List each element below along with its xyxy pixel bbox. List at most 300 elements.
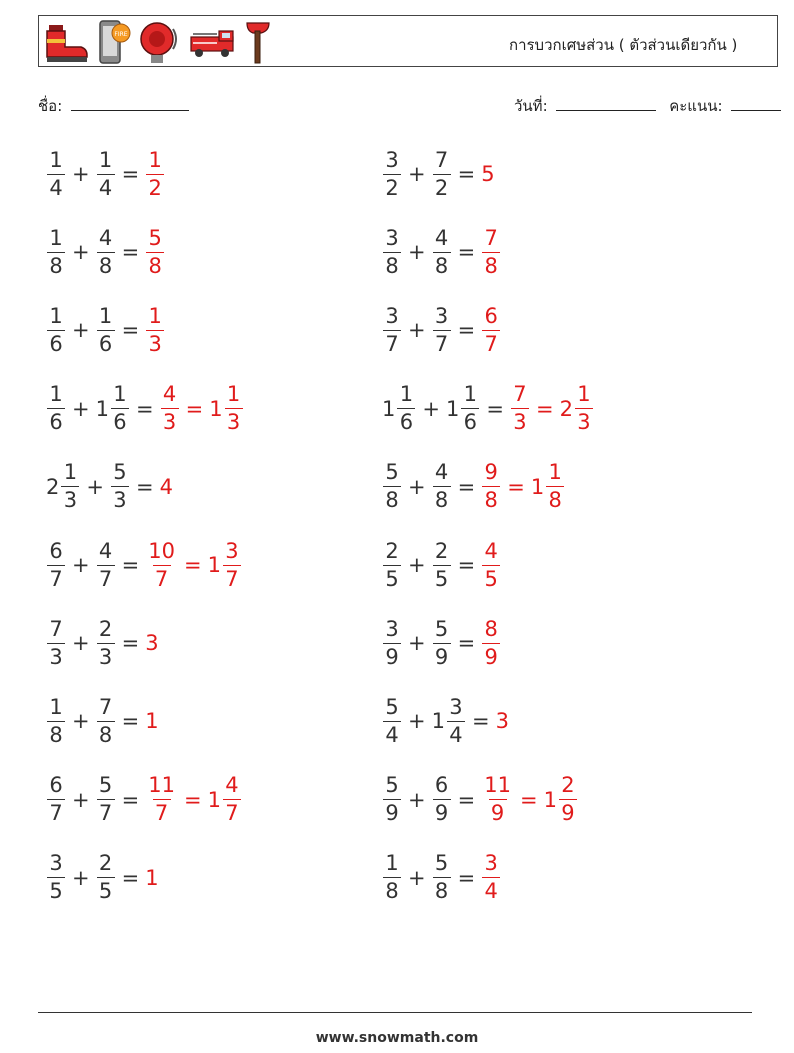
addend-1-denominator: 3 bbox=[61, 486, 79, 511]
score-label: คะแนน: bbox=[669, 97, 723, 115]
answer-term-numerator: 4 bbox=[162, 382, 177, 407]
answer-term-numerator: 7 bbox=[484, 225, 498, 250]
answer-term-numerator: 1 bbox=[226, 382, 241, 407]
answer-term-denominator: 3 bbox=[511, 408, 529, 433]
addend-1-numerator: 2 bbox=[385, 538, 399, 563]
addend-2-numerator: 7 bbox=[98, 694, 113, 719]
equals-sign: = bbox=[121, 709, 140, 734]
addend-2-denominator: 7 bbox=[97, 799, 115, 824]
answer-term-denominator: 7 bbox=[153, 799, 171, 824]
addend-1-numerator: 1 bbox=[49, 303, 63, 328]
answer bbox=[160, 384, 244, 433]
addend-2-denominator: 6 bbox=[461, 408, 479, 433]
addend-1-fraction bbox=[47, 694, 65, 747]
fraction-problem bbox=[46, 374, 244, 444]
equals-sign: = bbox=[121, 553, 140, 577]
addend-1-fraction bbox=[47, 225, 65, 278]
answer-term-fraction bbox=[511, 384, 529, 433]
addend-1-denominator: 7 bbox=[47, 799, 65, 824]
addend-2-denominator: 2 bbox=[433, 174, 451, 199]
fraction-problem bbox=[46, 217, 165, 287]
addend-2-fraction bbox=[97, 225, 115, 278]
addend-1-denominator: 8 bbox=[383, 486, 401, 511]
answer-term-denominator: 9 bbox=[489, 799, 507, 824]
answer-term-fraction bbox=[146, 775, 177, 824]
equals-sign: = bbox=[135, 474, 154, 499]
fire-phone-icon bbox=[97, 19, 131, 65]
answer bbox=[481, 162, 495, 186]
addend-2-denominator: 8 bbox=[97, 721, 115, 746]
answer bbox=[145, 775, 242, 824]
addend-2-fraction bbox=[97, 538, 115, 591]
addend-1-numerator: 7 bbox=[49, 616, 63, 641]
plus-sign: + bbox=[72, 709, 90, 734]
answer-term-whole: 4 bbox=[159, 474, 173, 499]
fraction-problem bbox=[382, 139, 496, 209]
answer bbox=[145, 147, 165, 200]
answer bbox=[145, 631, 159, 655]
addend-2-fraction bbox=[447, 694, 465, 747]
addend-2-denominator: 8 bbox=[433, 486, 451, 511]
addend-1-fraction bbox=[383, 147, 401, 200]
answer-term-denominator: 3 bbox=[575, 408, 593, 433]
equals-sign: = bbox=[121, 240, 140, 265]
addend-1-fraction bbox=[383, 303, 401, 356]
answer-term-numerator: 4 bbox=[225, 773, 239, 798]
addend-2-fraction bbox=[97, 616, 115, 669]
equals-sign: = bbox=[486, 396, 504, 421]
plus-sign: + bbox=[72, 631, 90, 656]
addend-2-fraction bbox=[433, 303, 451, 356]
footer-url: www.snowmath.com bbox=[315, 1030, 479, 1046]
addend-2-numerator: 1 bbox=[98, 303, 113, 328]
addend-2-denominator: 4 bbox=[97, 174, 115, 199]
answer-term-whole: 1 bbox=[209, 396, 223, 421]
addend-2-fraction bbox=[433, 616, 451, 669]
equals-sign: = bbox=[121, 162, 140, 186]
addend-1-numerator: 5 bbox=[385, 773, 399, 798]
addend-2-denominator: 7 bbox=[97, 565, 115, 590]
answer-term-fraction bbox=[223, 775, 241, 824]
answer bbox=[481, 225, 501, 278]
addend-2-numerator: 4 bbox=[434, 225, 449, 250]
answer-term-fraction bbox=[482, 303, 500, 356]
answer-term-numerator: 1 bbox=[148, 147, 162, 172]
answer-term-whole: 3 bbox=[495, 709, 509, 734]
name-blank[interactable] bbox=[71, 96, 189, 111]
plus-sign: + bbox=[72, 318, 90, 343]
answer bbox=[160, 475, 174, 499]
addend-2-fraction bbox=[461, 384, 479, 433]
plus-sign: + bbox=[72, 787, 90, 812]
plus-sign: + bbox=[72, 865, 90, 890]
addend-2-denominator: 9 bbox=[433, 643, 451, 668]
answer-equals-sign: = bbox=[519, 787, 538, 812]
fraction-problem bbox=[382, 765, 578, 835]
fraction-problem bbox=[46, 686, 160, 756]
answer-term-denominator: 7 bbox=[153, 565, 171, 590]
addend-1-denominator: 7 bbox=[47, 565, 65, 590]
addend-1-denominator: 8 bbox=[383, 252, 401, 277]
addend-1-fraction bbox=[383, 853, 401, 902]
addend-1-numerator: 6 bbox=[49, 773, 63, 798]
addend-2-fraction bbox=[433, 853, 451, 902]
addend-2-denominator: 5 bbox=[433, 565, 451, 590]
plus-sign: + bbox=[408, 787, 426, 812]
addend-2-denominator: 8 bbox=[433, 252, 451, 277]
addend-1-fraction bbox=[47, 538, 65, 591]
addend-2-numerator: 5 bbox=[113, 460, 127, 485]
equals-sign: = bbox=[121, 631, 140, 656]
addend-1-numerator: 3 bbox=[385, 303, 399, 328]
addend-1-fraction bbox=[383, 538, 401, 591]
answer-term-numerator: 1 bbox=[148, 303, 162, 328]
addend-1-whole: 1 bbox=[382, 396, 396, 421]
answer-term-fraction bbox=[482, 538, 500, 591]
addend-1-fraction bbox=[397, 384, 415, 433]
addend-1-fraction bbox=[47, 775, 65, 824]
answer-term-numerator: 3 bbox=[225, 538, 239, 563]
answer-term-whole: 2 bbox=[559, 396, 573, 421]
addend-1-numerator: 5 bbox=[385, 460, 399, 485]
addend-2-numerator: 5 bbox=[434, 616, 449, 641]
answer-term-denominator: 2 bbox=[146, 174, 164, 199]
answer bbox=[145, 538, 242, 591]
addend-2-fraction bbox=[433, 538, 451, 591]
equals-sign: = bbox=[457, 553, 476, 577]
addend-2-numerator: 5 bbox=[98, 773, 113, 798]
answer-term-whole: 1 bbox=[207, 553, 221, 577]
addend-2-numerator: 5 bbox=[434, 851, 449, 876]
answer-term-numerator: 11 bbox=[484, 773, 511, 798]
addend-1-whole: 2 bbox=[46, 474, 60, 499]
answer-term-numerator: 5 bbox=[148, 225, 162, 250]
answer-term-denominator: 3 bbox=[161, 408, 179, 433]
answer-term-denominator: 3 bbox=[225, 408, 243, 433]
answer-term-fraction bbox=[482, 775, 513, 824]
addend-1-denominator: 5 bbox=[383, 565, 401, 590]
plus-sign: + bbox=[408, 865, 426, 890]
answer bbox=[481, 616, 501, 669]
plus-sign: + bbox=[408, 474, 426, 499]
addend-2-denominator: 3 bbox=[97, 643, 115, 668]
fraction-problem bbox=[46, 530, 242, 600]
answer-term-whole: 1 bbox=[543, 787, 557, 812]
date-score-fields bbox=[514, 94, 781, 118]
addend-1-denominator: 9 bbox=[383, 799, 401, 824]
plus-sign: + bbox=[72, 396, 90, 421]
answer-term-fraction bbox=[146, 147, 164, 200]
addend-2-fraction bbox=[111, 384, 129, 433]
addend-1-numerator: 3 bbox=[385, 147, 399, 172]
fire-boot-icon bbox=[43, 21, 89, 63]
answer-term-whole: 3 bbox=[145, 631, 159, 656]
addend-2-fraction bbox=[433, 147, 451, 200]
plus-sign: + bbox=[408, 162, 426, 186]
worksheet-header bbox=[38, 15, 778, 67]
equals-sign: = bbox=[457, 240, 476, 265]
addend-1-numerator: 1 bbox=[63, 460, 78, 485]
answer-term-fraction bbox=[223, 538, 241, 591]
answer-term-numerator: 8 bbox=[484, 616, 498, 641]
answer-term-fraction bbox=[225, 384, 243, 433]
addend-2-whole: 1 bbox=[431, 709, 445, 734]
svg-text:FIRE: FIRE bbox=[114, 31, 128, 38]
answer bbox=[481, 853, 501, 902]
plus-sign: + bbox=[408, 553, 426, 577]
fraction-problem bbox=[382, 374, 594, 444]
answer-term-fraction bbox=[575, 384, 593, 433]
answer-term-denominator: 9 bbox=[559, 799, 577, 824]
equals-sign: = bbox=[121, 865, 140, 890]
addend-1-denominator: 4 bbox=[47, 174, 65, 199]
answer-equals-sign: = bbox=[185, 396, 204, 421]
addend-1-denominator: 8 bbox=[47, 252, 65, 277]
plus-sign: + bbox=[72, 240, 90, 265]
addend-2-denominator: 3 bbox=[111, 486, 129, 511]
addend-1-denominator: 9 bbox=[383, 643, 401, 668]
addend-1-numerator: 5 bbox=[385, 694, 399, 719]
fraction-problem bbox=[46, 765, 242, 835]
date-blank[interactable] bbox=[556, 96, 656, 111]
addend-1-denominator: 5 bbox=[47, 877, 65, 902]
answer-term-numerator: 1 bbox=[548, 460, 562, 485]
plus-sign: + bbox=[408, 631, 426, 656]
addend-2-fraction bbox=[433, 462, 451, 511]
addend-2-fraction bbox=[97, 853, 115, 902]
addend-2-numerator: 4 bbox=[98, 538, 113, 563]
header-icons bbox=[43, 19, 273, 65]
score-blank[interactable] bbox=[731, 96, 781, 111]
answer-term-numerator: 2 bbox=[561, 773, 575, 798]
answer-term-fraction bbox=[482, 616, 500, 669]
fraction-problem bbox=[382, 843, 501, 913]
answer-term-denominator: 7 bbox=[223, 799, 241, 824]
answer-term-denominator: 7 bbox=[482, 330, 500, 355]
fraction-problem bbox=[46, 608, 160, 678]
addend-2-numerator: 6 bbox=[434, 773, 449, 798]
addend-1-numerator: 1 bbox=[49, 225, 63, 250]
equals-sign: = bbox=[457, 162, 476, 186]
addend-1-fraction bbox=[383, 775, 401, 824]
name-field[interactable] bbox=[38, 94, 189, 118]
addend-2-denominator: 6 bbox=[111, 408, 129, 433]
plus-sign: + bbox=[408, 318, 426, 343]
addend-2-denominator: 9 bbox=[433, 799, 451, 824]
answer bbox=[481, 538, 501, 591]
answer bbox=[481, 303, 501, 356]
answer-term-denominator: 8 bbox=[546, 486, 564, 511]
addend-1-numerator: 1 bbox=[399, 382, 414, 407]
plus-sign: + bbox=[408, 709, 426, 734]
equals-sign: = bbox=[121, 787, 140, 812]
answer-term-denominator: 8 bbox=[146, 252, 164, 277]
fraction-problem bbox=[382, 530, 501, 600]
addend-1-fraction bbox=[47, 616, 65, 669]
addend-1-fraction bbox=[47, 147, 65, 200]
plus-sign: + bbox=[72, 162, 90, 186]
plus-sign: + bbox=[422, 396, 440, 421]
fraction-problem bbox=[46, 843, 160, 913]
answer-term-fraction bbox=[559, 775, 577, 824]
answer-term-whole: 1 bbox=[530, 474, 545, 499]
answer-equals-sign: = bbox=[507, 474, 525, 499]
answer bbox=[145, 709, 159, 733]
answer bbox=[145, 225, 165, 278]
answer-term-fraction bbox=[146, 225, 164, 278]
addend-2-fraction bbox=[97, 775, 115, 824]
answer-term-fraction bbox=[146, 538, 177, 591]
answer-term-fraction bbox=[482, 853, 500, 902]
addend-1-numerator: 1 bbox=[385, 851, 399, 876]
addend-2-denominator: 5 bbox=[97, 877, 115, 902]
fraction-problem bbox=[382, 452, 565, 522]
answer-term-denominator: 3 bbox=[146, 330, 164, 355]
addend-2-fraction bbox=[433, 225, 451, 278]
addend-1-denominator: 4 bbox=[383, 721, 401, 746]
addend-1-denominator: 8 bbox=[47, 721, 65, 746]
answer-term-fraction bbox=[482, 462, 500, 511]
addend-1-denominator: 3 bbox=[47, 643, 65, 668]
fraction-problem bbox=[382, 217, 501, 287]
addend-1-fraction bbox=[47, 303, 65, 356]
answer-term-denominator: 8 bbox=[482, 486, 500, 511]
answer-term-whole: 1 bbox=[145, 865, 159, 890]
answer-term-denominator: 4 bbox=[482, 877, 500, 902]
fire-truck-icon bbox=[189, 25, 235, 59]
equals-sign: = bbox=[457, 787, 476, 812]
answer bbox=[510, 384, 594, 433]
addend-1-denominator: 2 bbox=[383, 174, 401, 199]
addend-2-numerator: 2 bbox=[98, 851, 113, 876]
answer-equals-sign: = bbox=[183, 787, 202, 812]
answer bbox=[496, 709, 510, 733]
addend-1-numerator: 1 bbox=[49, 694, 63, 719]
answer-term-numerator: 3 bbox=[484, 851, 498, 876]
addend-1-fraction bbox=[383, 462, 401, 511]
fraction-problem bbox=[382, 686, 510, 756]
addend-2-denominator: 7 bbox=[433, 330, 451, 355]
answer-term-whole: 5 bbox=[481, 162, 495, 186]
addend-2-numerator: 3 bbox=[434, 303, 449, 328]
addend-1-denominator: 7 bbox=[383, 330, 401, 355]
addend-2-numerator: 7 bbox=[434, 147, 449, 172]
addend-2-numerator: 2 bbox=[98, 616, 113, 641]
answer-term-numerator: 4 bbox=[484, 538, 498, 563]
addend-1-fraction bbox=[383, 616, 401, 669]
equals-sign: = bbox=[471, 709, 490, 734]
addend-2-whole: 1 bbox=[95, 396, 109, 421]
addend-2-numerator: 4 bbox=[434, 460, 449, 485]
answer bbox=[481, 462, 565, 511]
fire-alarm-bell-icon bbox=[139, 19, 181, 65]
equals-sign: = bbox=[457, 865, 476, 890]
addend-2-denominator: 6 bbox=[97, 330, 115, 355]
answer-term-numerator: 6 bbox=[484, 303, 498, 328]
addend-1-denominator: 8 bbox=[383, 877, 401, 902]
addend-1-numerator: 1 bbox=[49, 147, 63, 172]
equals-sign: = bbox=[457, 318, 476, 343]
addend-2-numerator: 4 bbox=[98, 225, 113, 250]
fraction-problem bbox=[46, 452, 174, 522]
answer-equals-sign: = bbox=[183, 553, 202, 577]
answer-term-fraction bbox=[146, 303, 164, 356]
answer-term-whole: 1 bbox=[207, 787, 221, 812]
answer-term-numerator: 11 bbox=[148, 773, 175, 798]
addend-1-denominator: 6 bbox=[47, 408, 65, 433]
addend-2-denominator: 8 bbox=[433, 877, 451, 902]
addend-1-fraction bbox=[47, 384, 65, 433]
addend-1-numerator: 3 bbox=[385, 616, 399, 641]
addend-2-fraction bbox=[433, 775, 451, 824]
fraction-problem bbox=[46, 139, 165, 209]
plus-sign: + bbox=[86, 474, 104, 499]
answer-term-fraction bbox=[161, 384, 179, 433]
addend-1-numerator: 3 bbox=[385, 225, 399, 250]
addend-2-numerator: 3 bbox=[449, 694, 463, 719]
addend-1-denominator: 6 bbox=[397, 408, 415, 433]
addend-1-numerator: 3 bbox=[49, 851, 63, 876]
addend-2-numerator: 1 bbox=[113, 382, 127, 407]
addend-2-numerator: 1 bbox=[98, 147, 113, 172]
answer-term-numerator: 10 bbox=[148, 538, 175, 563]
answer bbox=[145, 303, 165, 356]
equals-sign: = bbox=[121, 318, 140, 343]
equals-sign: = bbox=[135, 396, 154, 421]
fire-axe-icon bbox=[243, 19, 273, 65]
answer-equals-sign: = bbox=[535, 396, 554, 421]
addend-2-numerator: 2 bbox=[434, 538, 449, 563]
answer-term-fraction bbox=[482, 225, 500, 278]
addend-2-denominator: 8 bbox=[97, 252, 115, 277]
addend-2-fraction bbox=[97, 303, 115, 356]
addend-2-denominator: 4 bbox=[447, 721, 465, 746]
answer-term-numerator: 7 bbox=[513, 382, 527, 407]
answer bbox=[481, 775, 578, 824]
addend-1-fraction bbox=[383, 694, 401, 747]
plus-sign: + bbox=[408, 240, 426, 265]
addend-2-numerator: 1 bbox=[463, 382, 478, 407]
worksheet-title: การบวกเศษส่วน ( ตัวส่วนเดียวกัน ) bbox=[509, 36, 738, 54]
footer-divider bbox=[38, 1012, 752, 1013]
addend-2-whole: 1 bbox=[445, 396, 460, 421]
addend-2-fraction bbox=[111, 462, 129, 511]
addend-1-denominator: 6 bbox=[47, 330, 65, 355]
answer-term-whole: 1 bbox=[145, 709, 159, 734]
name-label: ชื่อ: bbox=[38, 97, 63, 115]
addend-1-numerator: 1 bbox=[49, 382, 63, 407]
answer-term-fraction bbox=[546, 462, 564, 511]
equals-sign: = bbox=[457, 474, 476, 499]
addend-1-numerator: 6 bbox=[49, 538, 63, 563]
equals-sign: = bbox=[457, 631, 476, 656]
fraction-problem bbox=[382, 608, 501, 678]
answer-term-denominator: 9 bbox=[482, 643, 500, 668]
addend-2-fraction bbox=[97, 147, 115, 200]
addend-2-fraction bbox=[97, 694, 115, 747]
answer-term-numerator: 9 bbox=[484, 460, 498, 485]
date-label: วันที่: bbox=[514, 97, 548, 115]
answer-term-numerator: 1 bbox=[577, 382, 591, 407]
answer-term-denominator: 8 bbox=[482, 252, 500, 277]
fraction-problem bbox=[382, 295, 501, 365]
addend-1-fraction bbox=[61, 462, 79, 511]
answer-term-denominator: 7 bbox=[223, 565, 241, 590]
fraction-problem bbox=[46, 295, 165, 365]
plus-sign: + bbox=[72, 553, 90, 577]
addend-1-fraction bbox=[383, 225, 401, 278]
answer bbox=[145, 866, 159, 890]
